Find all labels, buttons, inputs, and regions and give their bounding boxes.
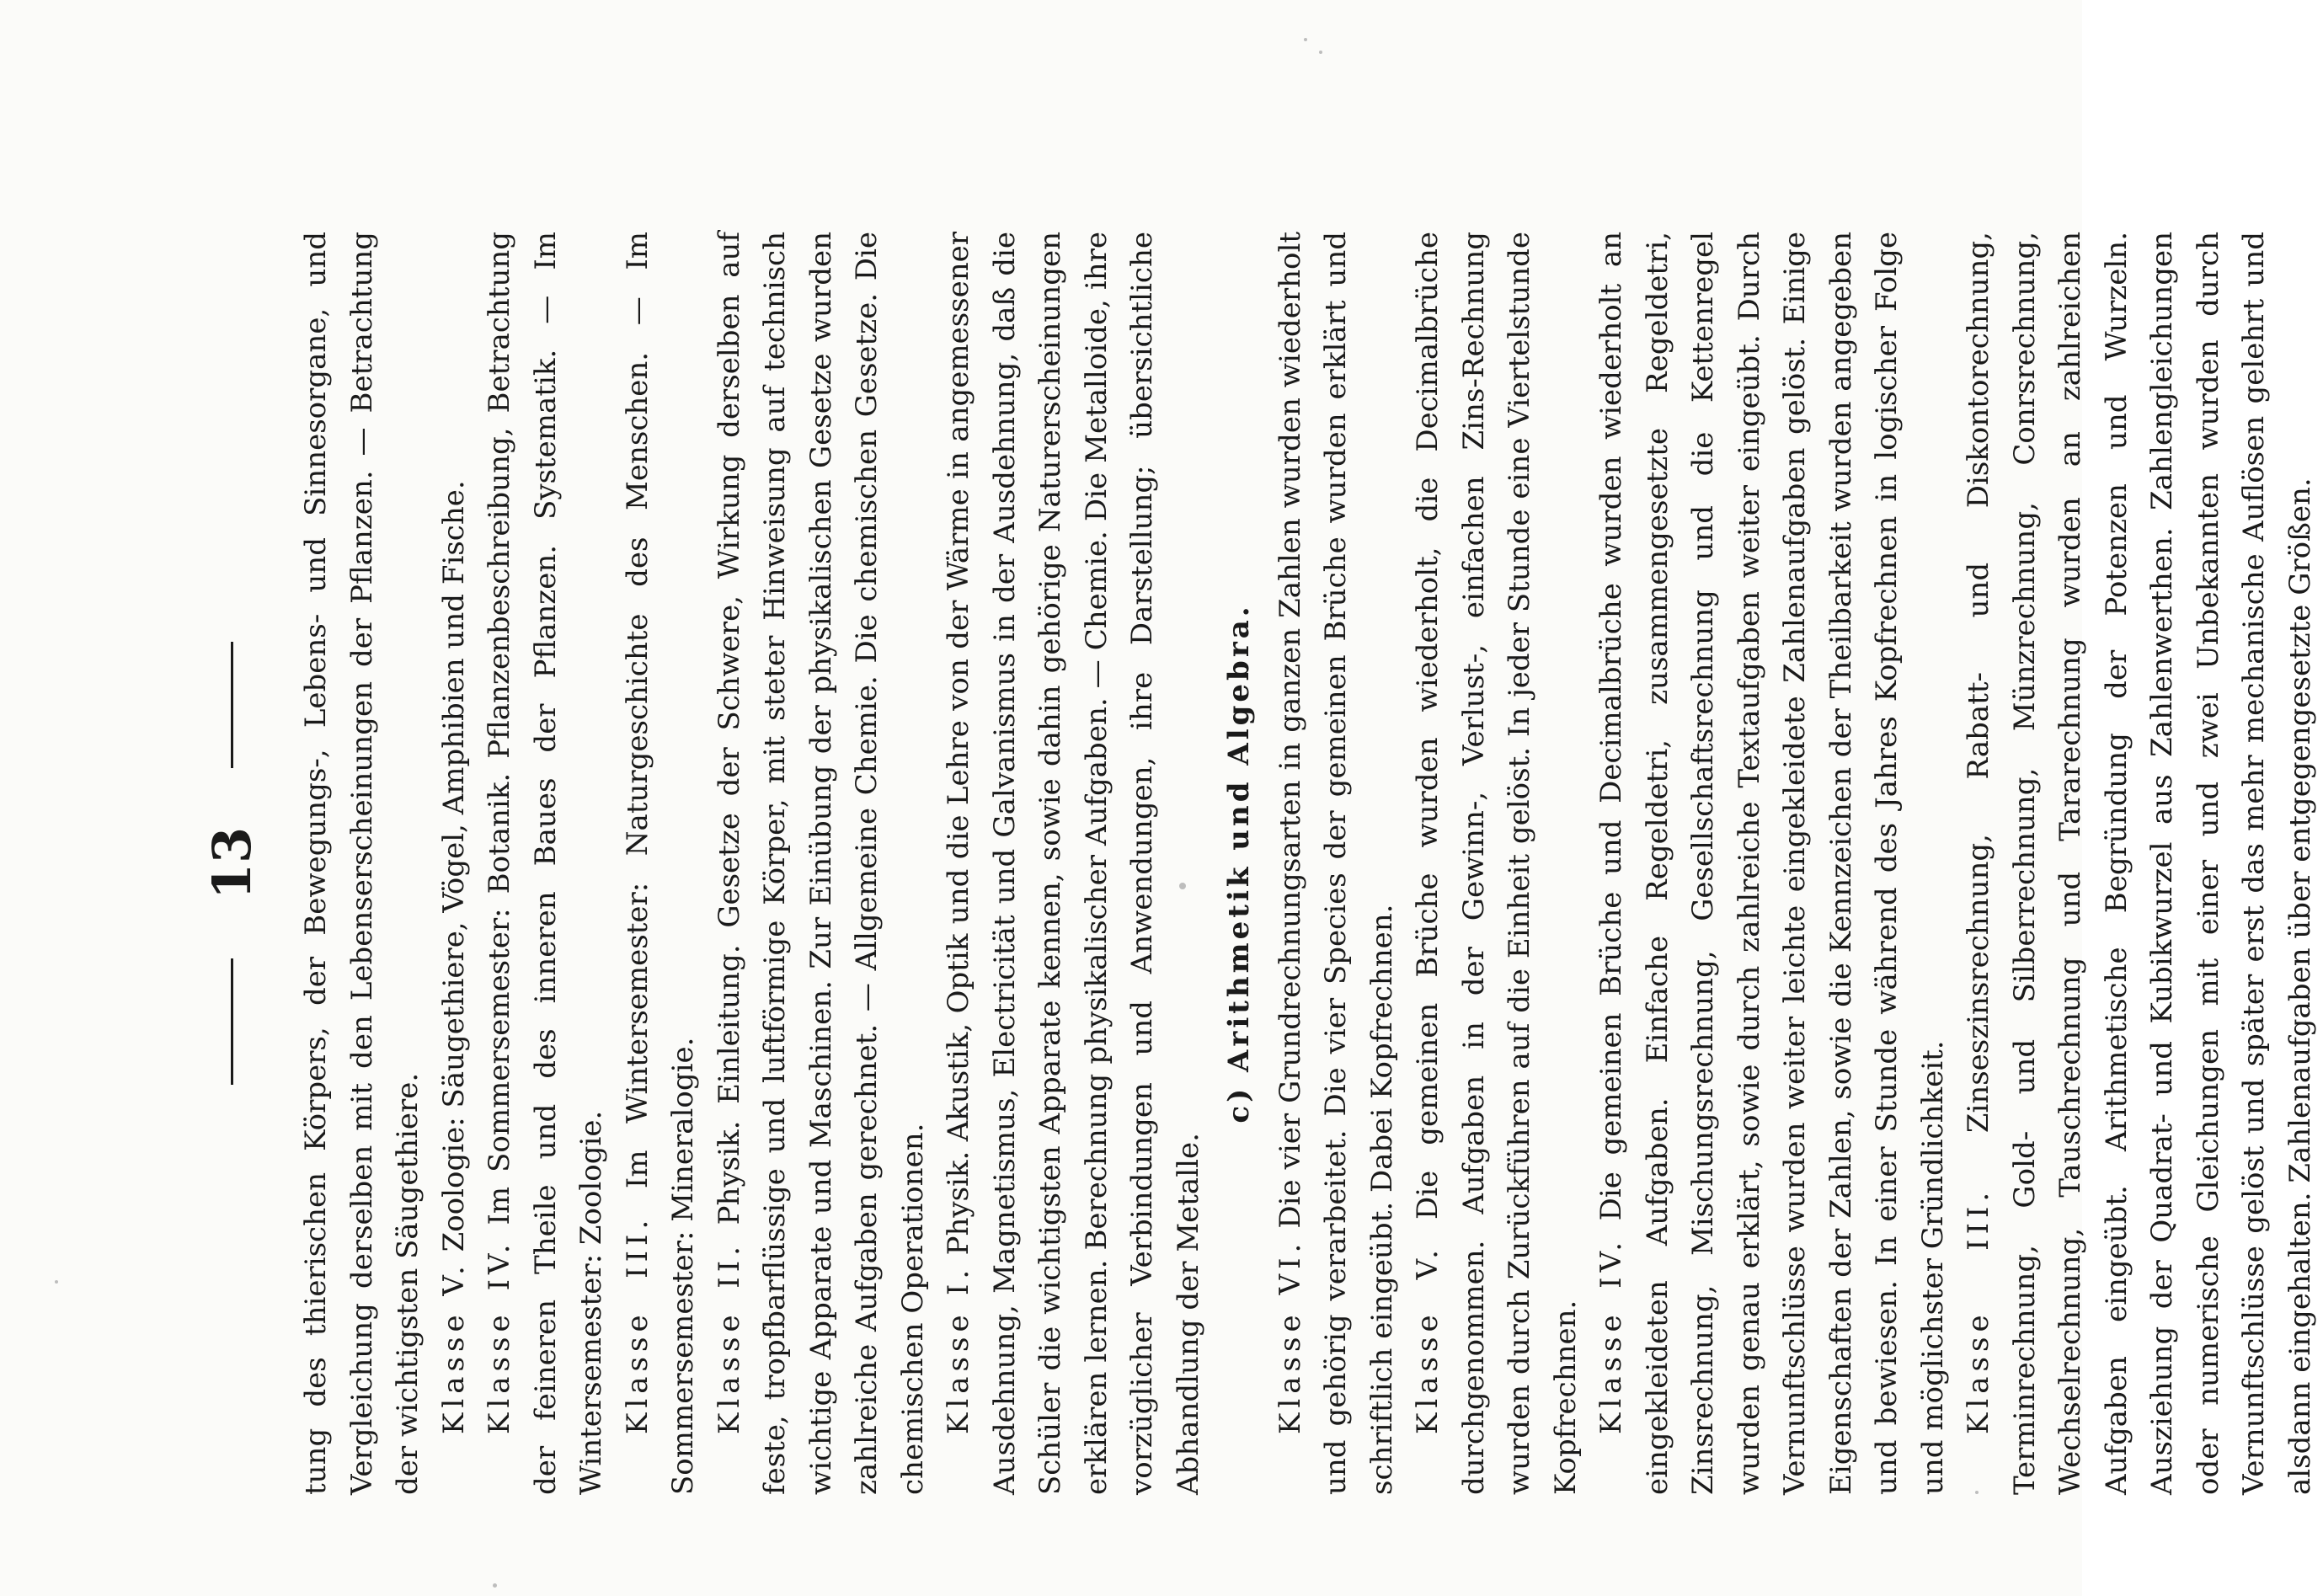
paragraph (477, 232, 615, 1495)
speck (1304, 38, 1307, 41)
paragraph-text: Zoologie: Säugethiere, Vögel, Amphibien und Fische. (436, 480, 471, 1262)
paragraph-text: Im Sommersemester: Botanik. Pflanzenbeschreibung, Betrachtung der feineren Theile und des inneren Baues der Pflanzen. Systematik. — Im Wintersemester: Zoologie. (483, 231, 608, 1495)
section-heading: c) Arithmetik und Algebra. (1222, 603, 1256, 1124)
class-label: Klasse I. (942, 1264, 975, 1434)
class-label: Klasse IV. (1594, 1236, 1628, 1434)
paragraph-text: Im Wintersemester: Naturgeschichte des Menschen. — Im Sommersemester: Mineralogie. (620, 232, 700, 1495)
paragraph (1268, 232, 1406, 1495)
book-page (185, 231, 2317, 1495)
paragraph-text: Die vier Grundrechnungsarten in ganzen Zahlen wurden wiederholt und gehörig verarbeitet. Die vier Species der gemeinen Brüche wurden erklärt und schriftlich eingeübt. Dabei Kopfrechnen. (1273, 232, 1399, 1495)
paragraph (431, 232, 478, 1495)
class-label: Klasse VI. (1273, 1238, 1307, 1434)
page-number: 13 (200, 826, 263, 900)
class-label: Klasse II. (712, 1241, 746, 1434)
paragraph (707, 232, 937, 1495)
paragraph (1589, 232, 1956, 1495)
paragraph (615, 232, 707, 1495)
speck (493, 1583, 497, 1588)
paragraph (936, 232, 1211, 1495)
class-label: Klasse III. (620, 1214, 654, 1434)
speck (1319, 51, 1322, 54)
paragraph-text: tung des thierischen Körpers, der Bewegungs-, Lebens- und Sinnesorgane, und Vergleichung derselben mit den Lebenserscheinungen der Pflanzen. — Betrachtung der wichtigsten Säugethiere. (299, 232, 425, 1495)
page-header (185, 232, 278, 1495)
paragraph (1956, 232, 2323, 1495)
class-label: Klasse IV. (483, 1239, 516, 1434)
class-label: Klasse V. (436, 1261, 471, 1434)
paragraph-text: Die gemeinen Brüche und Decimalbrüche wurden wiederholt an eingekleideten Aufgaben. Einfache Regeldetri, zusammengesetzte Regeldetri, Zinsrechnung, Mischungsrechnung, Gesellschaftsrechnung und die Kettenregel wurden genau erklärt, sowie durch zahlreiche Textaufgaben weiter eingeübt. Durch Vernunftschlüsse wurden weiter leichte eingekleidete Zahlenaufgaben gelöst. Einige Eigenschaften der Zahlen, sowie die Kennzeichen der Theilbarkeit wurden angegeben und bewiesen. In einer Stunde während des Jahres Kopfrechnen in logischer Folge und möglichster Gründlichkeit. (1594, 231, 1950, 1495)
paragraph (1405, 232, 1589, 1495)
paragraph-text: Physik. Akustik, Optik und die Lehre von der Wärme in angemessener Ausdehnung, Magnetismus, Electricität und Galvanismus in der Ausdehnung, daß die Schüler die wichtigsten Apparate kennen, sowie dahin gehörige Naturerscheinungen erklären lernen. Berechnung physikalischer Aufgaben. — Chemie. Die Metalloide, ihre vorzüglicher Verbindungen und Anwendungen, ihre Darstellung; übersichtliche Abhandlung der Metalle. (942, 231, 1205, 1495)
paragraph-text: Physik. Einleitung. Gesetze der Schwere, Wirkung derselben auf feste, tropfbarflüssige und luftförmige Körper, mit steter Hinweisung auf technisch wichtige Apparate und Maschinen. Zur Einübung der physikalischen Gesetze wurden zahlreiche Aufgaben gerechnet. — Allgemeine Chemie. Die chemischen Gesetze. Die chemischen Operationen. (712, 232, 930, 1495)
paragraph (293, 232, 431, 1495)
class-label: Klasse III. (1962, 1187, 1995, 1434)
body-text (293, 231, 2317, 1495)
paragraph-text: Zinseszinsrechnung, Rabatt- und Diskontorechnung, Terminrechnung, Gold- und Silberrechnung, Münzrechnung, Conrsrechnung, Wechselrechnung, Tauschrechnung und Tararechnung wurden an zahlreichen Aufgaben eingeübt. Arithmetische Begründung der Potenzen und Wurzeln. Ausziehung der Quadrat- und Kubikwurzel aus Zahlenwerthen. Zahlengleichungen oder numerische Gleichungen mit einer und zwei Unbekannten wurden durch Vernunftschlüsse gelöst und später erst das mehr mechanische Auflösen gelehrt und alsdann eingehalten. Zahlenaufgaben über entgegengesetzte Größen. (1962, 232, 2317, 1495)
header-rule-left (231, 958, 233, 1085)
class-label: Klasse V. (1411, 1245, 1445, 1434)
header-rule-right (231, 642, 233, 768)
paragraph-text: Die gemeinen Brüche wurden wiederholt, die Decimalbrüche durchgenommen. Aufgaben in der Gewinn-, Verlust-, einfachen Zins-Rechnung wurden durch Zurückführen auf die Einheit gelöst. In jeder Stunde eine Viertelstunde Kopfrechnen. (1411, 232, 1583, 1495)
speck (55, 1280, 58, 1284)
